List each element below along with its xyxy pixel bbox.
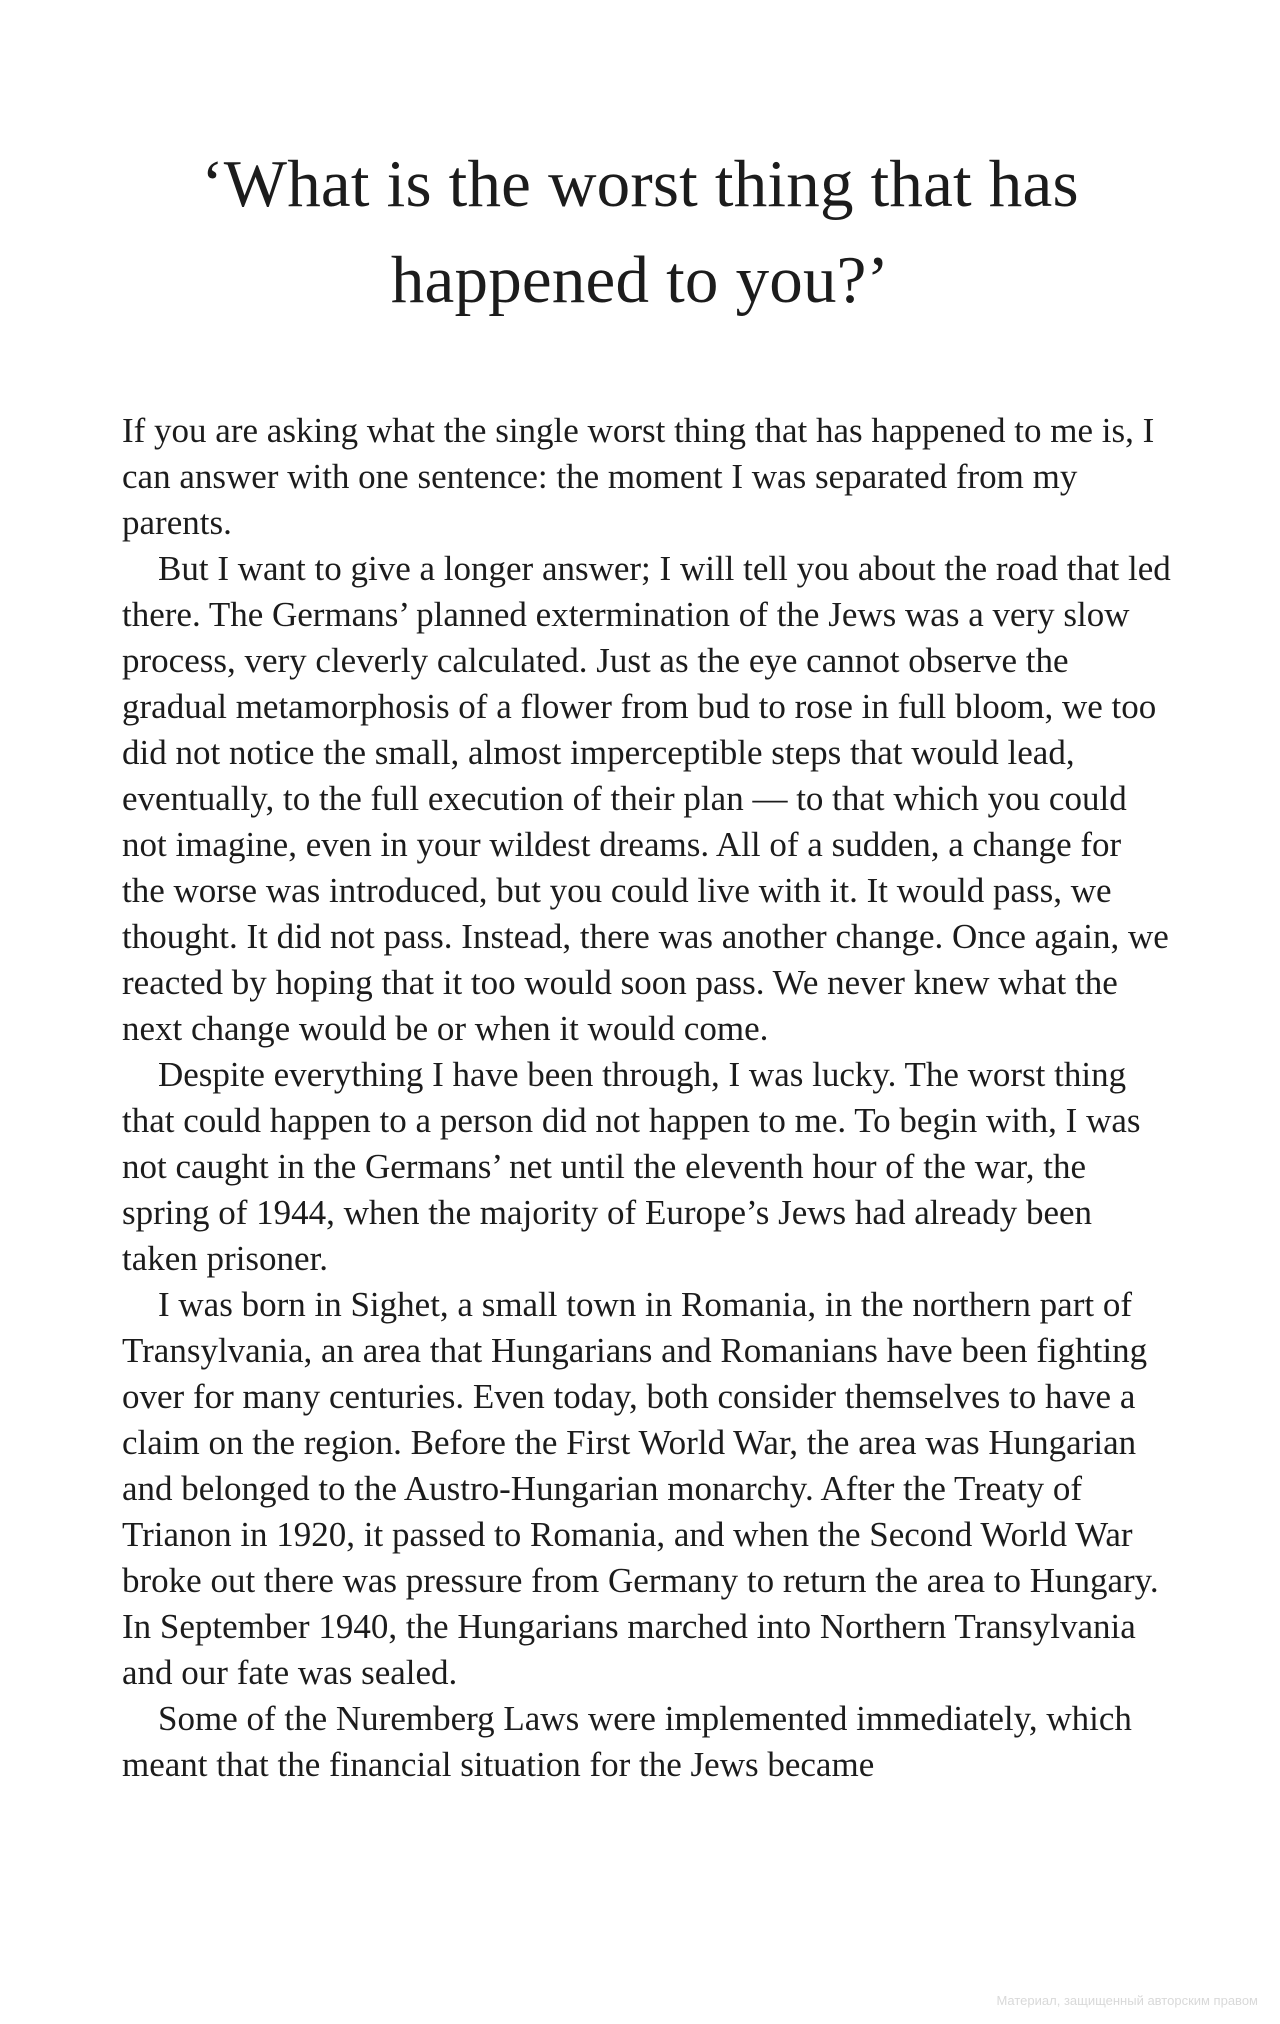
paragraph-5: Some of the Nuremberg Laws were implemented immediately, which meant that the financial situation for the Jews became xyxy=(122,1699,1132,1784)
paragraph-4: I was born in Sighet, a small town in Romania, in the northern part of Transylvania, an area that Hungarians and Romanians have been fighting over for many centuries. Even today, both consider themselves to have a claim on the region. Before the First World War, the area was Hungarian and belonged to the Austro-Hungarian monarchy. After the Treaty of Trianon in 1920, it passed to Romania, and when the Second World War broke out there was pressure from Germany to return the area to Hungary. In September 1940, the Hungarians marched into Northern Transylvania and our fate was sealed. xyxy=(122,1285,1159,1692)
paragraph-3: Despite everything I have been through, I was lucky. The worst thing that could happen to a person did not happen to me. To begin with, I was not caught in the Germans’ net until the eleventh hour of the war, the spring of 1944, when the majority of Europe’s Jews had already been taken prisoner. xyxy=(122,1055,1141,1278)
copyright-watermark: Материал, защищенный авторским правом xyxy=(996,1993,1258,2008)
body-text xyxy=(122,408,1172,1788)
chapter-title: ‘What is the worst thing that has happened to you?’ xyxy=(201,147,1079,317)
paragraph-1: If you are asking what the single worst thing that has happened to me is, I can answer with one sentence: the moment I was separated from my parents. xyxy=(122,411,1155,542)
paragraph-2: But I want to give a longer answer; I will tell you about the road that led there. The Germans’ planned extermination of the Jews was a very slow process, very cleverly calculated. Just as the eye cannot observe the gradual metamorphosis of a flower from bud to rose in full bloom, we too did not notice the small, almost imperceptible steps that would lead, eventually, to the full execution of their plan — to that which you could not imagine, even in your wildest dreams. All of a sudden, a change for the worse was introduced, but you could live with it. It would pass, we thought. It did not pass. Instead, there was another change. Once again, we reacted by hoping that it too would soon pass. We never knew what the next change would be or when it would come. xyxy=(122,549,1171,1048)
